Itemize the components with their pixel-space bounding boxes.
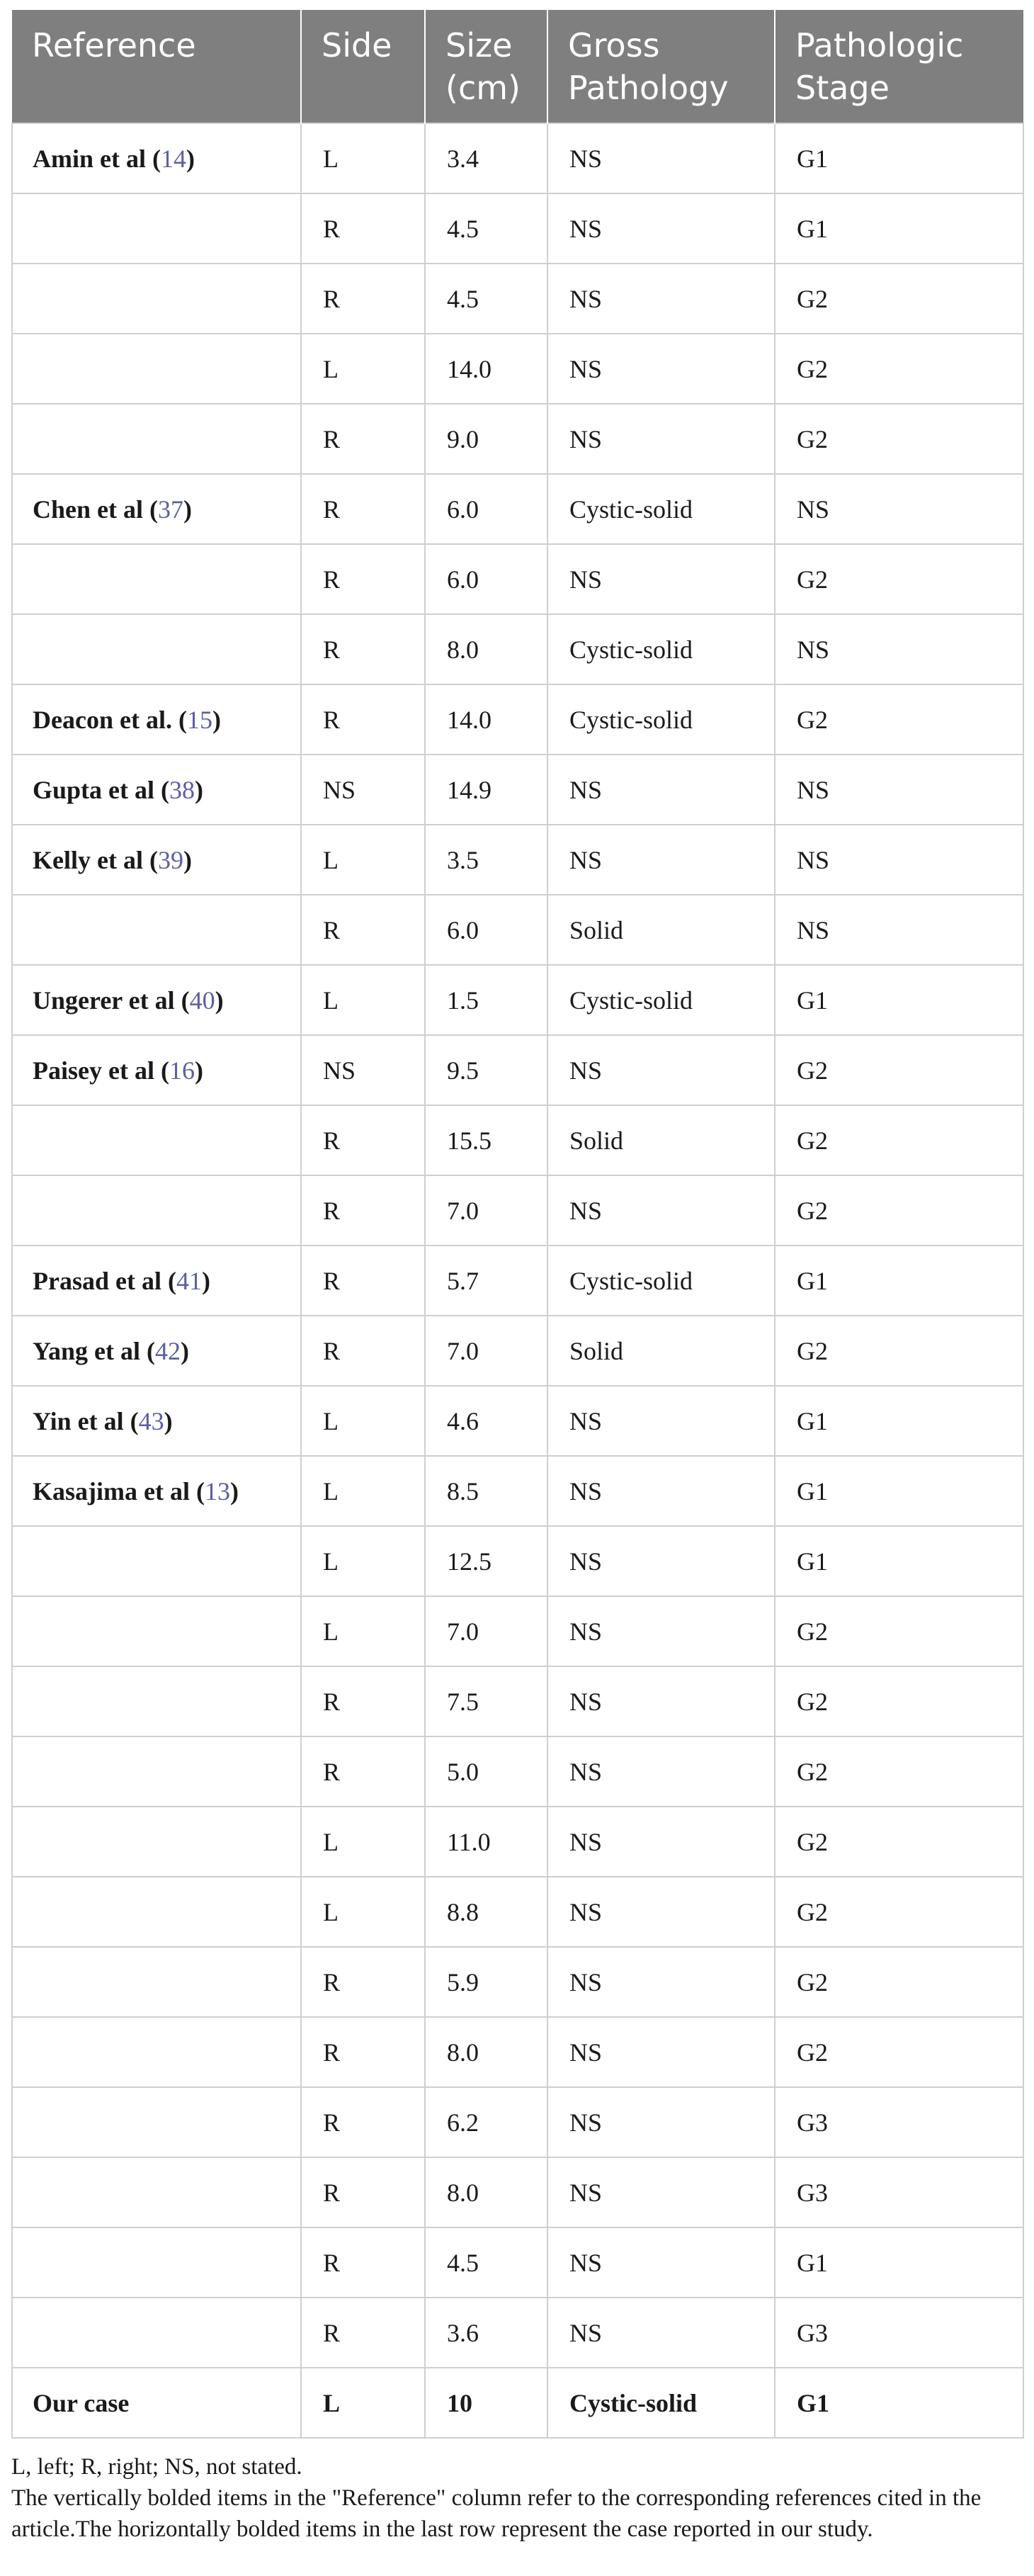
cell-gross-pathology: Cystic-solid (547, 614, 775, 684)
cell-pathologic-stage: G2 (775, 1035, 1023, 1105)
cell-reference: Gupta et al (38) (12, 755, 301, 825)
cell-pathologic-stage: NS (775, 895, 1023, 965)
table-row (12, 2298, 1023, 2368)
table-row (12, 684, 1023, 755)
table-row (12, 1666, 1023, 1736)
cell-size: 11.0 (425, 1807, 547, 1877)
table-row (12, 1316, 1023, 1386)
reference-name: Prasad et al (33, 1266, 161, 1295)
cell-size: 7.0 (425, 1175, 547, 1245)
cell-size: 9.0 (425, 404, 547, 474)
cell-gross-pathology: NS (547, 1386, 775, 1456)
footnote-abbreviations: L, left; R, right; NS, not stated. (11, 2454, 302, 2480)
cell-side: R (301, 2227, 425, 2298)
cell-gross-pathology: NS (547, 193, 775, 264)
cell-pathologic-stage: G2 (775, 1736, 1023, 1807)
cell-size: 8.0 (425, 2157, 547, 2227)
cell-pathologic-stage: G1 (775, 2368, 1023, 2438)
table-row (12, 2087, 1023, 2157)
cell-pathologic-stage: NS (775, 474, 1023, 544)
reference-name: Gupta et al (33, 775, 155, 804)
table-footnotes (11, 2451, 1023, 2545)
cell-reference (12, 544, 301, 614)
cell-pathologic-stage: G1 (775, 1456, 1023, 1526)
cell-side: R (301, 264, 425, 334)
table-row (12, 2368, 1023, 2438)
table-page (11, 10, 1023, 2545)
cell-gross-pathology: NS (547, 1877, 775, 1947)
cell-side: R (301, 2017, 425, 2087)
table-row (12, 1596, 1023, 1666)
citation-link[interactable]: 15 (186, 705, 212, 734)
cell-pathologic-stage: NS (775, 614, 1023, 684)
cell-pathologic-stage: G3 (775, 2298, 1023, 2368)
cell-size: 4.5 (425, 2227, 547, 2298)
table-body (12, 123, 1023, 2438)
cell-reference (12, 1807, 301, 1877)
cell-side: NS (301, 755, 425, 825)
cell-gross-pathology: NS (547, 404, 775, 474)
table-row (12, 264, 1023, 334)
cell-side: R (301, 544, 425, 614)
table-row (12, 1456, 1023, 1526)
cell-size: 15.5 (425, 1105, 547, 1175)
cell-gross-pathology: NS (547, 2227, 775, 2298)
cell-side: L (301, 1807, 425, 1877)
cell-size: 10 (425, 2368, 547, 2438)
reference-name: Ungerer et al (33, 985, 175, 1015)
cell-reference: Amin et al (14) (12, 123, 301, 193)
cell-pathologic-stage: NS (775, 825, 1023, 895)
cell-size: 5.0 (425, 1736, 547, 1807)
cell-size: 7.0 (425, 1316, 547, 1386)
table-row (12, 614, 1023, 684)
cell-side: L (301, 334, 425, 404)
table-row (12, 2157, 1023, 2227)
cell-gross-pathology: NS (547, 755, 775, 825)
cell-pathologic-stage: G2 (775, 2017, 1023, 2087)
cell-size: 1.5 (425, 965, 547, 1035)
cell-reference: Ungerer et al (40) (12, 965, 301, 1035)
cell-gross-pathology: NS (547, 1526, 775, 1596)
table-row (12, 965, 1023, 1035)
cell-size: 7.0 (425, 1596, 547, 1666)
cell-gross-pathology: NS (547, 825, 775, 895)
table-row (12, 334, 1023, 404)
cell-side: L (301, 2368, 425, 2438)
cell-gross-pathology: NS (547, 123, 775, 193)
cell-size: 4.6 (425, 1386, 547, 1456)
reference-name: Kasajima et al (33, 1476, 190, 1506)
cell-gross-pathology: Solid (547, 895, 775, 965)
cell-pathologic-stage: NS (775, 755, 1023, 825)
cell-size: 6.0 (425, 544, 547, 614)
citation-link[interactable]: 40 (189, 985, 215, 1015)
cell-side: R (301, 2087, 425, 2157)
cell-size: 12.5 (425, 1526, 547, 1596)
cell-pathologic-stage: G1 (775, 1526, 1023, 1596)
cell-pathologic-stage: G2 (775, 334, 1023, 404)
cell-gross-pathology: Solid (547, 1316, 775, 1386)
cell-size: 6.0 (425, 895, 547, 965)
citation-link[interactable]: 42 (155, 1336, 181, 1365)
header-reference: Reference (12, 10, 301, 123)
reference-name: Chen et al (33, 495, 143, 524)
cell-side: NS (301, 1035, 425, 1105)
cell-size: 8.0 (425, 614, 547, 684)
cell-size: 4.5 (425, 193, 547, 264)
cell-side: R (301, 614, 425, 684)
cell-gross-pathology: NS (547, 334, 775, 404)
cell-reference: Deacon et al. (15) (12, 684, 301, 755)
cell-reference: Kasajima et al (13) (12, 1456, 301, 1526)
cell-size: 6.2 (425, 2087, 547, 2157)
cell-pathologic-stage: G2 (775, 684, 1023, 755)
cell-pathologic-stage: G2 (775, 1877, 1023, 1947)
citation-link[interactable]: 14 (160, 144, 186, 173)
cell-reference: Yang et al (42) (12, 1316, 301, 1386)
cell-gross-pathology: NS (547, 264, 775, 334)
cell-side: L (301, 825, 425, 895)
cell-reference: Paisey et al (16) (12, 1035, 301, 1105)
cell-side: R (301, 404, 425, 474)
cell-pathologic-stage: G1 (775, 1245, 1023, 1316)
cell-reference (12, 193, 301, 264)
cell-size: 3.5 (425, 825, 547, 895)
cell-pathologic-stage: G1 (775, 123, 1023, 193)
citation-link[interactable]: 37 (158, 495, 183, 524)
citation-link[interactable]: 13 (204, 1476, 230, 1506)
cell-reference (12, 895, 301, 965)
table-row (12, 404, 1023, 474)
cell-size: 6.0 (425, 474, 547, 544)
table-row (12, 1105, 1023, 1175)
cell-reference (12, 2298, 301, 2368)
citation-link[interactable]: 43 (138, 1406, 164, 1435)
table-row (12, 1245, 1023, 1316)
cell-pathologic-stage: G2 (775, 544, 1023, 614)
cell-size: 14.0 (425, 684, 547, 755)
cell-pathologic-stage: G2 (775, 1105, 1023, 1175)
table-row (12, 755, 1023, 825)
table-row (12, 895, 1023, 965)
cell-reference: Chen et al (37) (12, 474, 301, 544)
table-row (12, 1877, 1023, 1947)
cell-pathologic-stage: G2 (775, 264, 1023, 334)
reference-name: Paisey et al (33, 1056, 154, 1085)
cell-side: L (301, 1526, 425, 1596)
cell-side: R (301, 895, 425, 965)
cell-side: R (301, 1947, 425, 2017)
cell-side: L (301, 123, 425, 193)
cell-reference (12, 1736, 301, 1807)
table-row (12, 1386, 1023, 1456)
cell-side: R (301, 1245, 425, 1316)
cell-side: R (301, 2157, 425, 2227)
table-row (12, 1807, 1023, 1877)
table-row (12, 1736, 1023, 1807)
cell-reference (12, 1596, 301, 1666)
cell-side: R (301, 1105, 425, 1175)
cell-gross-pathology: NS (547, 1035, 775, 1105)
cell-size: 8.5 (425, 1456, 547, 1526)
cell-gross-pathology: NS (547, 2017, 775, 2087)
header-gross-pathology: Gross Pathology (547, 10, 775, 123)
cell-reference (12, 1877, 301, 1947)
cell-side: R (301, 2298, 425, 2368)
cell-reference (12, 2227, 301, 2298)
cell-gross-pathology: NS (547, 1456, 775, 1526)
cell-gross-pathology: NS (547, 1947, 775, 2017)
cell-size: 3.6 (425, 2298, 547, 2368)
cell-pathologic-stage: G1 (775, 193, 1023, 264)
cell-gross-pathology: Cystic-solid (547, 965, 775, 1035)
cell-reference: Prasad et al (41) (12, 1245, 301, 1316)
cell-gross-pathology: NS (547, 1666, 775, 1736)
header-side: Side (301, 10, 425, 123)
reference-name: Our case (33, 2388, 130, 2417)
cell-gross-pathology: NS (547, 1596, 775, 1666)
cell-gross-pathology: Cystic-solid (547, 2368, 775, 2438)
table-row (12, 2017, 1023, 2087)
cell-gross-pathology: Cystic-solid (547, 1245, 775, 1316)
cell-side: L (301, 965, 425, 1035)
table-row (12, 1947, 1023, 2017)
citation-link[interactable]: 41 (176, 1266, 202, 1295)
cell-reference (12, 614, 301, 684)
cell-gross-pathology: Cystic-solid (547, 474, 775, 544)
cell-pathologic-stage: G1 (775, 965, 1023, 1035)
cell-reference (12, 2368, 301, 2438)
reference-name: Yang et al (33, 1336, 140, 1365)
cell-side: L (301, 1386, 425, 1456)
cell-side: R (301, 1666, 425, 1736)
cell-reference: Kelly et al (39) (12, 825, 301, 895)
cell-reference (12, 1947, 301, 2017)
cell-reference (12, 264, 301, 334)
cell-side: L (301, 1596, 425, 1666)
cell-gross-pathology: NS (547, 1175, 775, 1245)
cell-size: 8.0 (425, 2017, 547, 2087)
cell-pathologic-stage: G2 (775, 1666, 1023, 1736)
reference-name: Deacon et al. (33, 705, 172, 734)
cell-reference (12, 1666, 301, 1736)
table-row (12, 193, 1023, 264)
cell-size: 3.4 (425, 123, 547, 193)
cell-gross-pathology: NS (547, 544, 775, 614)
cell-pathologic-stage: G2 (775, 1947, 1023, 2017)
header-size: Size (cm) (425, 10, 547, 123)
reference-name: Yin et al (33, 1406, 124, 1435)
cell-side: R (301, 193, 425, 264)
header-pathologic-stage: Pathologic Stage (775, 10, 1023, 123)
cell-gross-pathology: Solid (547, 1105, 775, 1175)
table-row (12, 123, 1023, 193)
cell-reference (12, 2017, 301, 2087)
table-row (12, 474, 1023, 544)
table-row (12, 1526, 1023, 1596)
cell-size: 4.5 (425, 264, 547, 334)
citation-link[interactable]: 16 (169, 1056, 195, 1085)
cell-pathologic-stage: G2 (775, 1316, 1023, 1386)
cell-side: R (301, 474, 425, 544)
cell-gross-pathology: Cystic-solid (547, 684, 775, 755)
table-row (12, 1175, 1023, 1245)
cell-reference (12, 2157, 301, 2227)
cell-side: R (301, 1316, 425, 1386)
cell-pathologic-stage: G2 (775, 1596, 1023, 1666)
cell-reference (12, 334, 301, 404)
cell-gross-pathology: NS (547, 2157, 775, 2227)
cell-pathologic-stage: G2 (775, 1175, 1023, 1245)
cell-gross-pathology: NS (547, 2298, 775, 2368)
cell-size: 9.5 (425, 1035, 547, 1105)
table-row (12, 544, 1023, 614)
cell-pathologic-stage: G3 (775, 2087, 1023, 2157)
cell-pathologic-stage: G3 (775, 2157, 1023, 2227)
reference-name: Amin et al (33, 144, 146, 173)
cell-size: 5.7 (425, 1245, 547, 1316)
cell-size: 8.8 (425, 1877, 547, 1947)
cell-reference (12, 2087, 301, 2157)
cell-pathologic-stage: G1 (775, 2227, 1023, 2298)
reference-name: Kelly et al (33, 845, 143, 874)
cell-pathologic-stage: G2 (775, 404, 1023, 474)
table-row (12, 2227, 1023, 2298)
cell-size: 14.0 (425, 334, 547, 404)
table-row (12, 1035, 1023, 1105)
cell-reference (12, 1175, 301, 1245)
cell-side: R (301, 1736, 425, 1807)
cell-reference (12, 404, 301, 474)
cell-side: R (301, 684, 425, 755)
cell-size: 14.9 (425, 755, 547, 825)
citation-link[interactable]: 38 (169, 775, 195, 804)
data-table (11, 10, 1024, 2439)
cell-reference: Yin et al (43) (12, 1386, 301, 1456)
citation-link[interactable]: 39 (157, 845, 183, 874)
header-row (12, 10, 1023, 123)
cell-reference (12, 1105, 301, 1175)
cell-gross-pathology: NS (547, 2087, 775, 2157)
cell-reference (12, 1526, 301, 1596)
cell-side: R (301, 1175, 425, 1245)
cell-side: L (301, 1456, 425, 1526)
footnote-note: The vertically bolded items in the "Reference" column refer to the corresponding references cited in the article.The horizontally bolded items in the last row represent the case reported in our study. (11, 2485, 982, 2542)
cell-size: 7.5 (425, 1666, 547, 1736)
cell-gross-pathology: NS (547, 1736, 775, 1807)
cell-gross-pathology: NS (547, 1807, 775, 1877)
cell-pathologic-stage: G2 (775, 1807, 1023, 1877)
cell-pathologic-stage: G1 (775, 1386, 1023, 1456)
cell-size: 5.9 (425, 1947, 547, 2017)
table-row (12, 825, 1023, 895)
cell-side: L (301, 1877, 425, 1947)
